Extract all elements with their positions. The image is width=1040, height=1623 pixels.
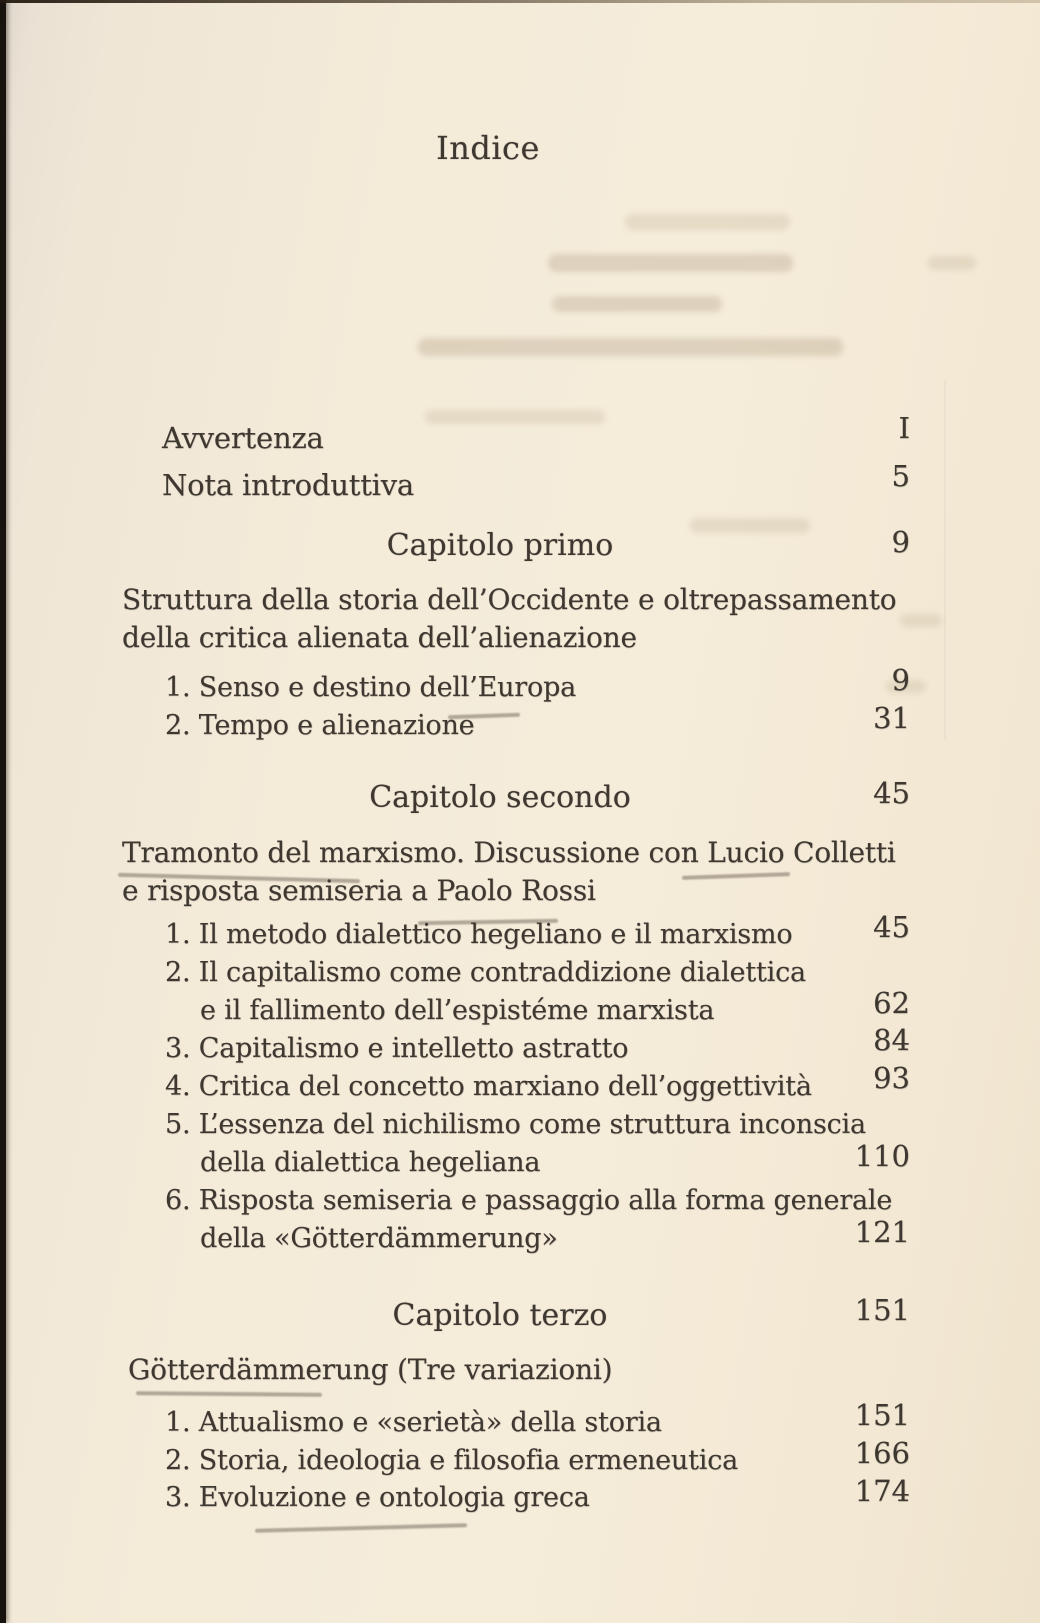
page-number: 174: [854, 1474, 910, 1508]
toc-entry: 4. Critica del concetto marxiano dell’oggettività: [165, 1071, 812, 1102]
toc-entry: 3. Capitalismo e intelletto astratto: [165, 1033, 629, 1064]
chapter-subtitle: Tramonto del marxismo. Discussione con Lucio Colletti: [122, 836, 896, 869]
page-number: 151: [854, 1293, 910, 1327]
toc-entry: 1. Senso e destino dell’Europa: [165, 672, 577, 703]
toc-entry-continuation: della «Götterdämmerung»: [200, 1223, 558, 1254]
toc-entry: 1. Il metodo dialettico hegeliano e il marxismo: [165, 919, 793, 950]
page-number: 84: [873, 1023, 910, 1057]
toc-entry: 2. Storia, ideologia e filosofia ermeneutica: [165, 1445, 739, 1476]
toc-entry: 5. L’essenza del nichilismo come struttura inconscia: [165, 1109, 866, 1140]
chapter-heading: Capitolo secondo: [369, 780, 631, 815]
bleedthrough-smudge: [548, 254, 793, 272]
page-number: 5: [891, 459, 910, 493]
chapter-heading: Capitolo primo: [386, 528, 614, 563]
chapter-subtitle: Struttura della storia dell’Occidente e oltrepassamento: [122, 583, 897, 616]
toc-entry: 1. Attualismo e «serietà» della storia: [165, 1407, 662, 1438]
page-number: 45: [873, 776, 910, 810]
page-number: 93: [873, 1061, 910, 1095]
toc-entry: 6. Risposta semiseria e passaggio alla forma generale: [165, 1185, 893, 1216]
bleedthrough-smudge: [900, 614, 942, 627]
toc-entry: 3. Evoluzione e ontologia greca: [165, 1482, 590, 1513]
bleedthrough-smudge: [928, 256, 976, 270]
bleedthrough-smudge: [418, 338, 843, 356]
page-number: 62: [873, 986, 910, 1020]
page-number: 9: [891, 525, 910, 559]
bleedthrough-smudge: [625, 214, 790, 230]
page-number: 151: [854, 1398, 910, 1432]
page-number: 166: [854, 1436, 910, 1470]
page-number: 110: [854, 1139, 910, 1173]
toc-entry-continuation: e il fallimento dell’espistéme marxista: [200, 995, 715, 1026]
pencil-underline: [682, 872, 790, 880]
pencil-underline: [136, 1391, 322, 1397]
toc-entry-continuation: della dialettica hegeliana: [200, 1147, 541, 1178]
toc-entry: Nota introduttiva: [162, 468, 415, 502]
chapter-heading: Capitolo terzo: [392, 1298, 608, 1333]
toc-entry: 2. Il capitalismo come contraddizione dialettica: [165, 957, 806, 988]
scan-top-edge: [0, 0, 1040, 3]
page-number: I: [898, 411, 910, 445]
toc-entry: 2. Tempo e alienazione: [165, 710, 475, 741]
page-title: Indice: [436, 129, 540, 167]
page-number: 9: [891, 663, 910, 697]
bleedthrough-smudge: [425, 410, 605, 424]
chapter-subtitle: della critica alienata dell’alienazione: [122, 621, 637, 654]
page-number: 31: [873, 701, 910, 735]
page-number: 45: [873, 910, 910, 944]
page-number: 121: [854, 1215, 910, 1249]
toc-entry: Avvertenza: [162, 421, 324, 455]
chapter-subtitle: e risposta semiseria a Paolo Rossi: [122, 874, 596, 907]
chapter-subtitle: Götterdämmerung (Tre variazioni): [128, 1353, 613, 1386]
bleedthrough-smudge: [552, 296, 722, 312]
pencil-underline: [255, 1523, 467, 1533]
